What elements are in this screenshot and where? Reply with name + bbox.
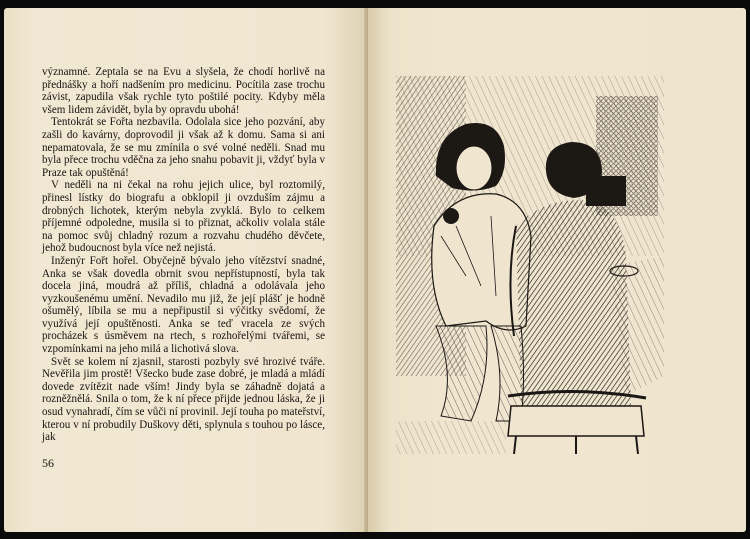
page-number: 56 [42, 456, 54, 470]
paragraph: V neděli na ni čekal na rohu jejich ulice, byl roztomilý, přinesl lístky do biografu a obklopil ji ovzduším zájmu a drobných lichotek, kterým nebyla zvyklá. Bylo to celkem příjemné odpoledne, musila si to přiznat, ačkoliv volala stále na pomoc svůj chladný rozum a rozvahu chudého děvčete, jehož budoucnost byla více než nejistá. [42, 179, 325, 255]
left-page [4, 8, 368, 532]
paragraph: Inženýr Fořt hořel. Obyčejně bývalo jeho vítězství snadné, Anka se však dovedla obrnit svou nepřístupností, byla tak docela jiná, moudrá až příliš, chladná a odolávala jeho vyzkoušenému umění. Nevadilo mu již, že její plášť je hodně ošumělý, líbila se mu a nepřipustil si výčitky svědomí, že využívá její opuštěnosti. Anka se teď vracela ze svých procházek s úsměvem na rtech, s rozhořelými tvářemi, se vzpomínkami na jeho milá a lichotivá slova. [42, 254, 325, 356]
left-page-text [42, 66, 325, 444]
illustration-two-women-talking [396, 76, 666, 454]
paragraph: Tentokrát se Fořta nezbavila. Odolala sice jeho pozvání, aby zašli do kavárny, doprovodil ji však až k domu. Sama si ani nepamatovala, že se mu zmínila o své volné neděli. Snad mu byla přece trochu vděčna za jeho snahu pobavit ji, vždyť byla v Praze tak opuštěná! [42, 116, 325, 179]
paragraph: významné. Zeptala se na Evu a slyšela, že chodí horlivě na přednášky a hoří nadšením pro medicinu. Pocítila zase trochu závist, zapudila však rychle tyto poštilé pocity. Kdyby měla všem lidem závidět, byla by opravdu ubohá! [42, 66, 325, 116]
open-book [4, 8, 746, 532]
paragraph: Svět se kolem ní zjasnil, starosti pozbyly své hrozivé tváře. Nevěřila jim prostě! Všecko bude zase dobré, je mladá a mládí dovede zvítězit nade vším! Jindy byla se záhadně dojatá a rozněžnělá. Snila o tom, že k ní přece přijde jednou láska, že ji osud vynahradí, čím se vůči ní provinil. Její touha po mateřství, kterou v ní probudily Duškovy děti, splynula s touhou po lásce, jak [42, 355, 325, 444]
right-page [368, 8, 746, 532]
